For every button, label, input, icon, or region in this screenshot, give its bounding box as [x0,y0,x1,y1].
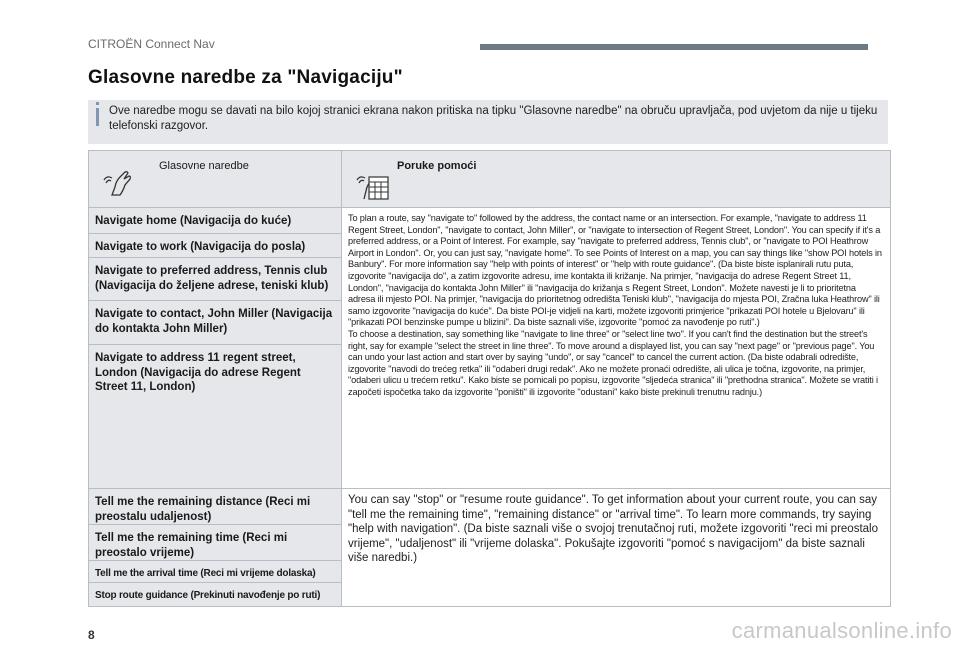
command-cell: Tell me the remaining distance (Reci mi preostalu udaljenost) [89,489,342,525]
command-cell: Navigate to contact, John Miller (Navigacija do kontakta John Miller) [89,301,342,345]
commands-header-label: Glasovne naredbe [159,160,249,172]
table-header-help [342,151,891,208]
command-cell: Tell me the remaining time (Reci mi preostalo vrijeme) [89,525,342,561]
info-icon [96,102,99,105]
header-divider-bar [480,44,868,50]
help-response-text: You can say "stop" or "resume route guidance". To get information about your current route, you can say "tell me the remaining time", "remaining distance" or "arrival time". To learn more commands, try saying "help with navigation". (Da biste saznali više o svojoj trenutačnoj ruti, možete izgovoriti "reci mi preostalo vrijeme", "udaljenost" ili "vrijeme dolaska". Pokušajte izgovoriti "pomoć s navigacijom" da biste saznali više naredbi.) [348,494,878,564]
command-cell: Navigate home (Navigacija do kuće) [89,208,342,234]
help-response-cell [342,208,891,489]
info-box [88,100,888,144]
command-cell: Navigate to work (Navigacija do posla) [89,234,342,258]
help-response-text: To choose a destination, say something like "navigate to line three" or "select line two". If you can't find the destination but the street's right, say for example "select the street in line three". To move around a displayed list, you can say "next page" or "previous page". You can undo your last action and start over by saying "undo", or say "cancel" to cancel the current action. (Da biste odabrali odredište, izgovorite "navodi do trećeg retka" ili "odaberi drugi redak". Ako ne možete pronaći odredište, ali ulica je točna, izgovorite, na primjer, "odaberi ulicu u trećem retku". Kako biste se pomicali po popisu, izgovorite "sljedeća stranica" ili "prethodna stranica". Možete se vratiti i započeti ispočetka tako da izgovorite "poništi" ili izgovorite "odustani" kako biste prekinuli trenutnu radnju.) [348,328,878,397]
brand-header: CITROËN Connect Nav [88,37,215,51]
voice-command-table [88,150,891,607]
help-response-cell [342,489,891,607]
command-cell: Navigate to preferred address, Tennis club (Navigacija do željene adrese, teniski klub) [89,258,342,301]
table-header-commands [89,151,342,208]
watermark: carmanualsonline.info [731,618,952,643]
command-cell: Stop route guidance (Prekinuti navođenje po ruti) [89,583,342,607]
page-title: Glasovne naredbe za "Navigaciju" [88,67,403,88]
command-cell: Tell me the arrival time (Reci mi vrijeme dolaska) [89,561,342,583]
info-icon-bar [96,108,99,126]
voice-help-icon [356,167,390,201]
page-number: 8 [88,628,95,642]
help-header-label: Poruke pomoći [397,160,477,172]
help-response-text: To plan a route, say "navigate to" followed by the address, the contact name or an intersection. For example, "navigate to address 11 Regent Street, London", "navigate to contact, John Miller", or "navigate to intersection of Regent Street, London". You can specify if it's a preferred address, or a Point of Interest. For example, say "navigate to preferred address, Tennis club", or "navigate to POI Heathrow Airport in London". Or, you can just say, "navigate home". To see Points of Interest on a map, you can say things like "show POI hotels in Banbury". For more information say "help with points of interest" or "help with route guidance". (Da biste biste isplanirali rutu puta, izgovorite "navigacija do", a zatim izgovorite adresu, ime kontakta ili križanje. Na primjer, "navigacija do adrese Regent Street 11, London", "navigacija do kontakta John Miller" ili "navigacija do križanja s Regent Street, London". Možete navesti je li to prioritetna adresa ili mjesto POI. Na primjer, "navigacija do prioritetnog odredišta Teniski klub", "navigacija do mjesta POI, Zračna luka Heathrow" ili samo izgovorite "navigacija do kuće". Da biste POI-je vidjeli na karti, možete izgovoriti primjerice "prikazati POI hotele u Bjelovaru" ili "prikazati POI benzinske pumpe u blizini". Da biste saznali više, izgovorite "pomoć za navođenje po ruti".) [348,213,882,328]
voice-command-icon [103,167,133,197]
command-cell: Navigate to address 11 regent street, London (Navigacija do adrese Regent Street 11, London) [89,345,342,489]
info-text: Ove naredbe mogu se davati na bilo kojoj stranici ekrana nakon pritiska na tipku "Glasovne naredbe" na obruču upravljača, pod uvjetom da nije u tijeku telefonski razgovor. [109,105,878,132]
